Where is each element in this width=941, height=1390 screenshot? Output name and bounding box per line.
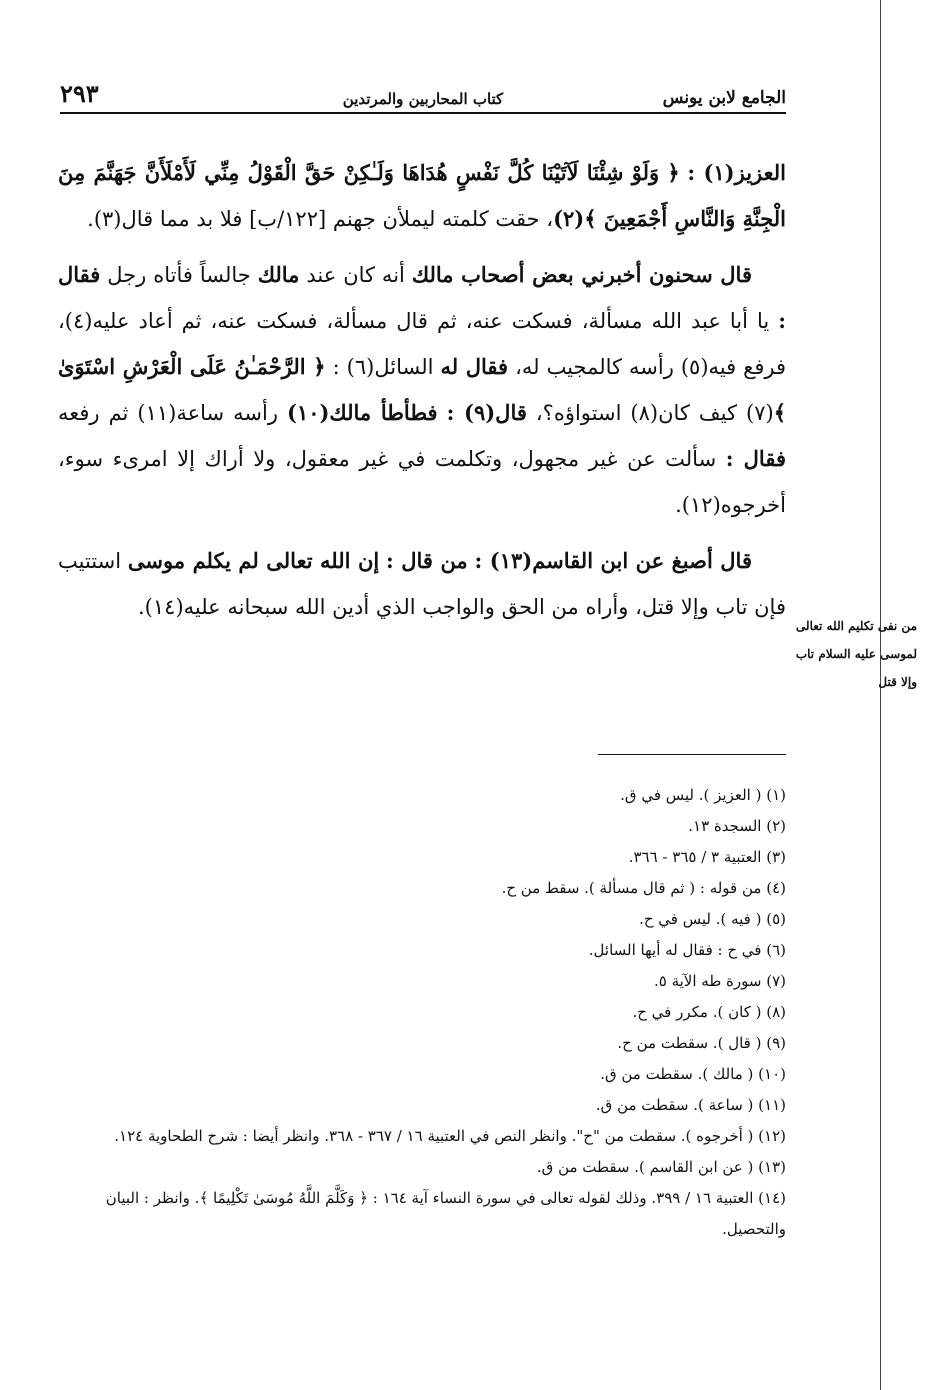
p2-text-1: أنه كان عند [306,263,405,287]
paragraph-3 [58,538,786,630]
page-number: ٢٩٣ [60,79,99,108]
p3-text-2: استتيب فإن تاب وإلا قتل، وأراه من الحق والواجب الذي أدين الله سبحانه عليه(١٤). [58,549,786,619]
footnote-7: (٧) سورة طه الآية ٥. [653,972,786,990]
footnote-8: (٨) ( كان ). مكرر في ح. [632,1003,786,1021]
p3-lead: قال أصبغ عن ابن القاسم(١٣) : [474,548,752,573]
page-header [60,79,786,114]
paragraph-2 [58,252,786,528]
footnote-2: (٢) السجدة ١٣. [688,817,786,835]
p2-text-7: سألت عن غير مجهول، وتكلمت في غير معقول، ولا أراك إلا امرىء سوء، أخرجوه(١٢). [58,447,786,517]
p2-text-3: يا أبا عبد الله مسألة، فسكت عنه، ثم قال مسألة، فسكت عنه، ثم أعاد عليه(٤)، فرفع فيه(٥) رأسه كالمجيب له، [58,309,786,379]
footnote-6: (٦) في ح : فقال له أيها السائل. [588,941,786,959]
footnote-12: (١٢) ( أخرجوه ). سقطت من "ح". وانظر النص في العتبية ١٦ / ٣٦٧ - ٣٦٨. وانظر أيضا : شرح الطحاوية ١٢٤. [114,1127,786,1145]
p2-text-2: جالساً فأتاه رجل [107,263,251,287]
footnote-separator [598,754,786,755]
p2-faqal-1: فقال : [58,262,786,333]
p2-text-6: رأسه ساعة(١١) ثم رفعه [58,401,278,425]
p2-fatata: فطأطأ مالك(١٠) [287,400,438,425]
footnote-11: (١١) ( ساعة ). سقطت من ق. [595,1096,786,1114]
p3-man-qal: من قال : [386,548,468,573]
footnotes [60,780,786,1245]
p2-text-4: السائل(٦) : [332,355,434,379]
footnote-13: (١٣) ( عن ابن القاسم ). سقطت من ق. [536,1158,786,1176]
footnote-14: (١٤) العتبية ١٦ / ٣٩٩. وذلك لقوله تعالى في سورة النساء آية ١٦٤ : ﴿ وَكَلَّمَ اللَّهُ مُوسَىٰ تَكْلِيمًا ﴾. وانظر : البيان والتحصيل. [105,1189,786,1238]
paragraph-1 [58,150,786,242]
margin-note: من نفى تكليم الله تعالى لموسى عليه السلام تاب وإلا قتل [795,619,917,689]
chapter-title: كتاب المحاربين والمرتدين [342,90,504,108]
footnote-5: (٥) ( فيه ). ليس في ح. [639,910,786,928]
p2-faqal-2: فقال له [440,354,509,379]
book-title: الجامع لابن يونس [662,88,786,108]
quran-verse-1: ﴿ وَلَوْ شِئْنَا لَآتَيْنَا كُلَّ نَفْسٍ هُدَاهَا وَلَـٰكِنْ حَقَّ الْقَوْلُ مِنِّي لَأَمْلَأَنَّ جَهَنَّمَ مِنَ الْجِنَّةِ وَالنَّاسِ أَجْمَعِينَ ﴾(٢) [58,160,786,231]
main-text [58,150,786,640]
p3-text-1: إن الله تعالى لم يكلم موسى [127,548,380,573]
p1-rest: ، حقت كلمته ليملأن جهنم [١٢٢/ب] فلا بد مما قال(٣). [87,207,554,231]
p2-faqal-3: فقال : [725,446,786,471]
quran-verse-2: ﴿ الرَّحْمَـٰنُ عَلَى الْعَرْشِ اسْتَوَىٰ ﴾ [58,354,786,425]
footnote-10: (١٠) ( مالك ). سقطت من ق. [600,1065,786,1083]
p2-qal: قال(٩) : [446,400,527,425]
p2-lead: قال سحنون أخبرني بعض أصحاب مالك [411,262,752,287]
footnote-1: (١) ( العزيز ). ليس في ق. [620,786,786,804]
footnote-9: (٩) ( قال ). سقطت من ح. [617,1034,786,1052]
footnote-3: (٣) العتبية ٣ / ٣٦٥ - ٣٦٦. [628,848,786,866]
footnote-4: (٤) من قوله : ( ثم قال مسألة ). سقط من ح. [501,879,786,897]
p1-lead: العزيز(١) : [687,160,786,185]
p2-text-5: (٧) كيف كان(٨) استواؤه؟، [535,401,774,425]
p2-malik: مالك [257,262,300,287]
